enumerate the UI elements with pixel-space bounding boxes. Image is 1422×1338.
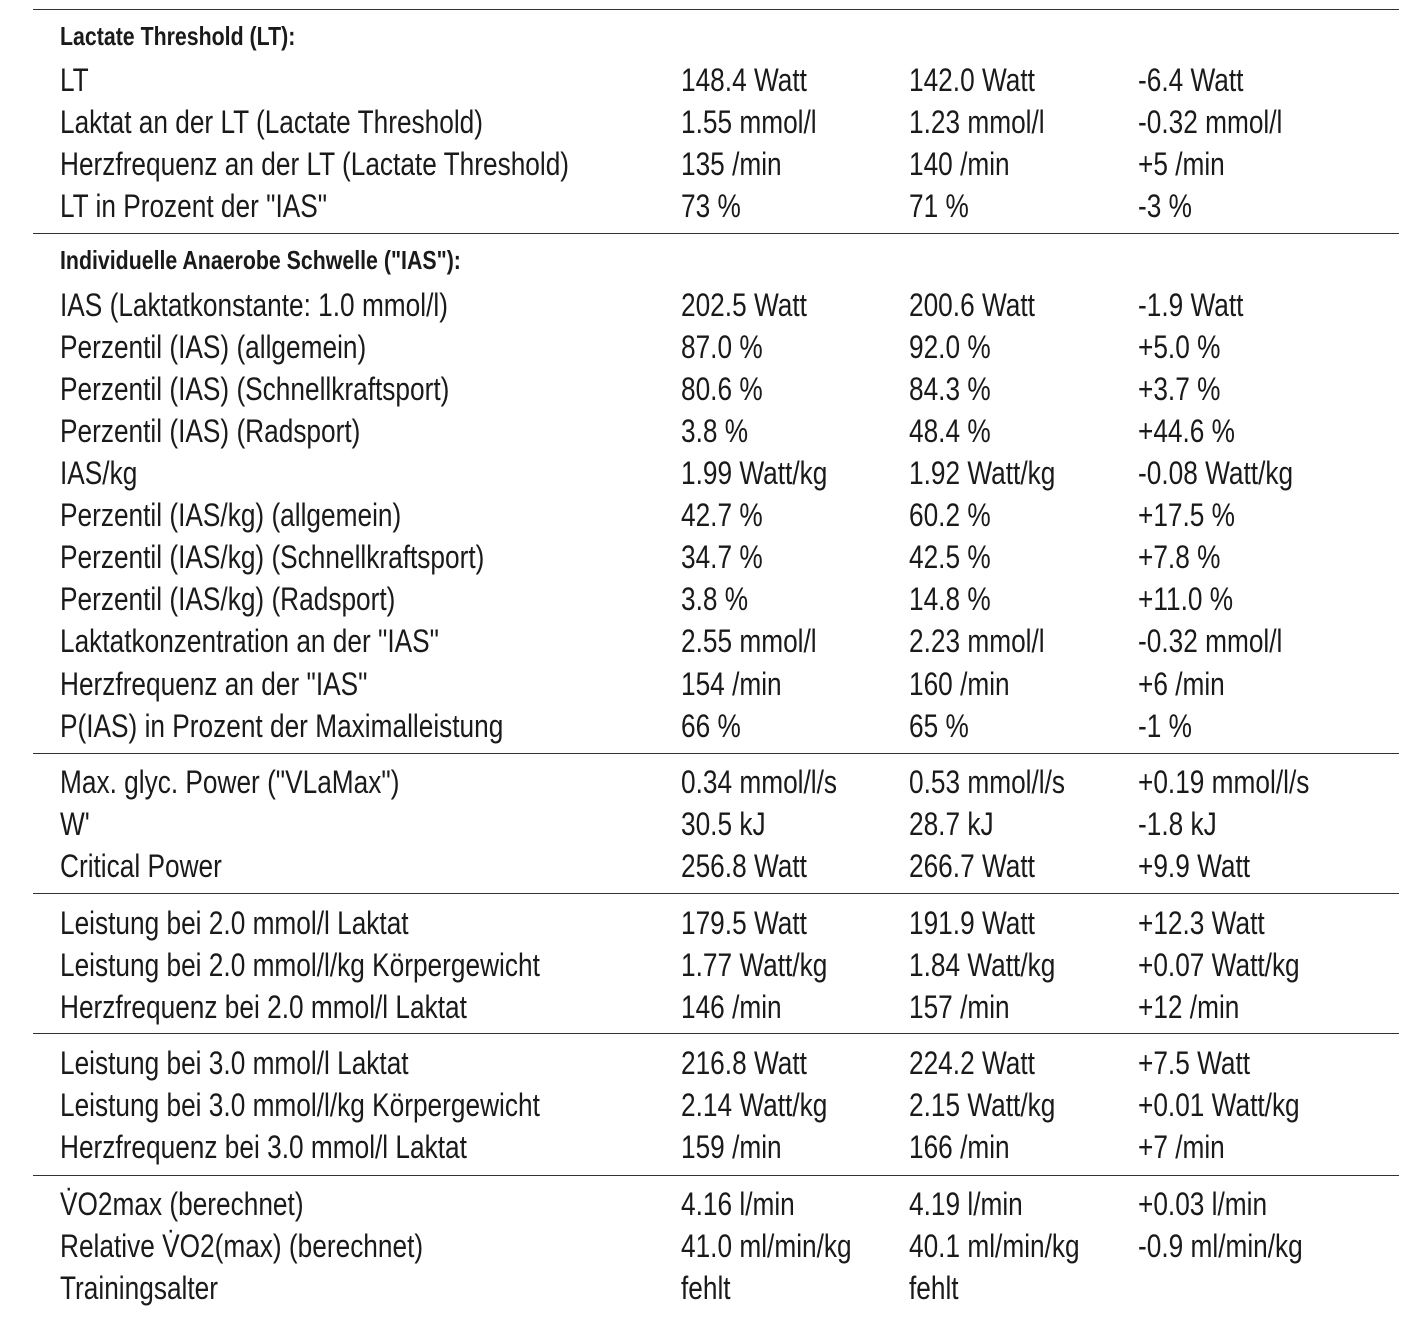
table-row: [0, 1084, 1422, 1126]
section-divider: [33, 1033, 1399, 1034]
value-test-1: 1.77 Watt/kg: [681, 947, 828, 983]
row-label: P(IAS) in Prozent der Maximalleistung: [60, 708, 504, 744]
value-test-2: 140 /min: [909, 146, 1010, 182]
value-test-2: 0.53 mmol/l/s: [909, 764, 1066, 800]
value-difference: +44.6 %: [1138, 413, 1236, 449]
table-row: [0, 452, 1422, 494]
value-test-2: 160 /min: [909, 666, 1010, 702]
table-row: [0, 284, 1422, 326]
row-label: IAS (Laktatkonstante: 1.0 mmol/l): [60, 287, 448, 323]
value-test-2: 142.0 Watt: [909, 62, 1035, 98]
table-row: [0, 494, 1422, 536]
value-test-2: 1.23 mmol/l: [909, 104, 1045, 140]
value-test-1: 216.8 Watt: [681, 1045, 807, 1081]
row-label: Max. glyc. Power ("VLaMax"): [60, 764, 400, 800]
table-row: [0, 705, 1422, 747]
table-row: [0, 1225, 1422, 1267]
value-difference: -1.9 Watt: [1138, 287, 1244, 323]
table-row: [0, 101, 1422, 143]
value-test-2: 166 /min: [909, 1129, 1010, 1165]
value-difference: -1 %: [1138, 708, 1192, 744]
value-difference: -1.8 kJ: [1138, 806, 1217, 842]
value-test-2: 191.9 Watt: [909, 905, 1035, 941]
section-heading-lt: Lactate Threshold (LT):: [60, 21, 296, 51]
section-divider: [33, 1175, 1399, 1176]
value-difference: -6.4 Watt: [1138, 62, 1244, 98]
table-row: [0, 326, 1422, 368]
value-test-2: 1.84 Watt/kg: [909, 947, 1056, 983]
value-test-2: 2.15 Watt/kg: [909, 1087, 1056, 1123]
value-test-1: 159 /min: [681, 1129, 782, 1165]
row-label: LT in Prozent der "IAS": [60, 188, 328, 224]
value-test-1: 146 /min: [681, 989, 782, 1025]
section-divider: [33, 893, 1399, 894]
value-test-2: 157 /min: [909, 989, 1010, 1025]
table-row: [0, 1267, 1422, 1309]
value-difference: +12 /min: [1138, 989, 1240, 1025]
table-row: [0, 1042, 1422, 1084]
row-label: Relative V̇O2(max) (berechnet): [60, 1228, 424, 1264]
value-test-2: 28.7 kJ: [909, 806, 994, 842]
row-label: Perzentil (IAS) (allgemein): [60, 329, 367, 365]
row-label: Critical Power: [60, 848, 222, 884]
value-difference: +7.8 %: [1138, 539, 1221, 575]
value-test-2: 65 %: [909, 708, 969, 744]
value-test-2: 4.19 l/min: [909, 1186, 1023, 1222]
value-difference: -0.32 mmol/l: [1138, 623, 1283, 659]
value-test-2: 224.2 Watt: [909, 1045, 1035, 1081]
section-divider: [33, 233, 1399, 234]
value-test-1: 42.7 %: [681, 497, 763, 533]
value-test-1: 80.6 %: [681, 371, 763, 407]
value-test-2: 42.5 %: [909, 539, 991, 575]
value-test-1: 1.99 Watt/kg: [681, 455, 828, 491]
table-row: [0, 59, 1422, 101]
table-row: [0, 1183, 1422, 1225]
row-label: LT: [60, 62, 89, 98]
row-label: W': [60, 806, 90, 842]
value-difference: +17.5 %: [1138, 497, 1236, 533]
value-test-2: 92.0 %: [909, 329, 991, 365]
value-test-1: 34.7 %: [681, 539, 763, 575]
value-difference: +7 /min: [1138, 1129, 1225, 1165]
table-row: [0, 620, 1422, 662]
row-label: V̇O2max (berechnet): [60, 1186, 304, 1222]
row-label: Perzentil (IAS) (Radsport): [60, 413, 361, 449]
row-label: Herzfrequenz bei 3.0 mmol/l Laktat: [60, 1129, 467, 1165]
row-label: Herzfrequenz bei 2.0 mmol/l Laktat: [60, 989, 467, 1025]
value-test-1: 135 /min: [681, 146, 782, 182]
value-difference: +3.7 %: [1138, 371, 1221, 407]
section-heading-ias: Individuelle Anaerobe Schwelle ("IAS"):: [60, 245, 461, 275]
value-test-1: 1.55 mmol/l: [681, 104, 817, 140]
table-row: [0, 803, 1422, 845]
value-test-2: 48.4 %: [909, 413, 991, 449]
value-test-2: 71 %: [909, 188, 969, 224]
row-label: Perzentil (IAS/kg) (Schnellkraftsport): [60, 539, 485, 575]
row-label: IAS/kg: [60, 455, 138, 491]
value-test-1: 30.5 kJ: [681, 806, 766, 842]
value-test-1: 2.14 Watt/kg: [681, 1087, 828, 1123]
value-test-1: fehlt: [681, 1270, 731, 1306]
value-test-2: 2.23 mmol/l: [909, 623, 1045, 659]
value-test-1: 2.55 mmol/l: [681, 623, 817, 659]
value-test-2: 14.8 %: [909, 581, 991, 617]
section-divider: [33, 9, 1399, 10]
value-test-2: 266.7 Watt: [909, 848, 1035, 884]
row-label: Laktat an der LT (Lactate Threshold): [60, 104, 484, 140]
value-test-1: 41.0 ml/min/kg: [681, 1228, 852, 1264]
row-label: Perzentil (IAS/kg) (Radsport): [60, 581, 396, 617]
value-test-1: 87.0 %: [681, 329, 763, 365]
row-label: Trainingsalter: [60, 1270, 218, 1306]
table-row: [0, 536, 1422, 578]
value-difference: +7.5 Watt: [1138, 1045, 1251, 1081]
table-row: [0, 986, 1422, 1028]
row-label: Leistung bei 3.0 mmol/l/kg Körpergewicht: [60, 1087, 540, 1123]
value-test-1: 4.16 l/min: [681, 1186, 795, 1222]
value-difference: +9.9 Watt: [1138, 848, 1251, 884]
table-row: [0, 410, 1422, 452]
row-label: Herzfrequenz an der LT (Lactate Threshold): [60, 146, 570, 182]
row-label: Perzentil (IAS/kg) (allgemein): [60, 497, 402, 533]
value-difference: -3 %: [1138, 188, 1192, 224]
row-label: Laktatkonzentration an der "IAS": [60, 623, 439, 659]
row-label: Perzentil (IAS) (Schnellkraftsport): [60, 371, 450, 407]
value-test-1: 73 %: [681, 188, 741, 224]
value-difference: +5 /min: [1138, 146, 1225, 182]
table-row: [0, 761, 1422, 803]
value-test-1: 256.8 Watt: [681, 848, 807, 884]
value-difference: +0.19 mmol/l/s: [1138, 764, 1310, 800]
row-label: Leistung bei 2.0 mmol/l/kg Körpergewicht: [60, 947, 540, 983]
value-difference: +6 /min: [1138, 666, 1225, 702]
value-test-1: 3.8 %: [681, 413, 749, 449]
value-difference: +0.07 Watt/kg: [1138, 947, 1300, 983]
table-row: [0, 663, 1422, 705]
value-test-1: 179.5 Watt: [681, 905, 807, 941]
value-test-1: 66 %: [681, 708, 741, 744]
value-test-1: 202.5 Watt: [681, 287, 807, 323]
value-test-2: 200.6 Watt: [909, 287, 1035, 323]
table-row: [0, 944, 1422, 986]
value-test-1: 154 /min: [681, 666, 782, 702]
value-difference: -0.08 Watt/kg: [1138, 455, 1294, 491]
table-row: [0, 143, 1422, 185]
value-test-1: 3.8 %: [681, 581, 749, 617]
value-test-2: 1.92 Watt/kg: [909, 455, 1056, 491]
value-test-2: 60.2 %: [909, 497, 991, 533]
value-test-1: 0.34 mmol/l/s: [681, 764, 838, 800]
row-label: Leistung bei 2.0 mmol/l Laktat: [60, 905, 409, 941]
section-divider: [33, 753, 1399, 754]
table-row: [0, 845, 1422, 887]
table-row: [0, 368, 1422, 410]
value-difference: +0.01 Watt/kg: [1138, 1087, 1300, 1123]
value-difference: +12.3 Watt: [1138, 905, 1265, 941]
value-test-1: 148.4 Watt: [681, 62, 807, 98]
value-difference: +0.03 l/min: [1138, 1186, 1268, 1222]
value-test-2: 40.1 ml/min/kg: [909, 1228, 1080, 1264]
table-row: [0, 902, 1422, 944]
value-test-2: 84.3 %: [909, 371, 991, 407]
row-label: Herzfrequenz an der "IAS": [60, 666, 368, 702]
value-difference: -0.9 ml/min/kg: [1138, 1228, 1303, 1264]
row-label: Leistung bei 3.0 mmol/l Laktat: [60, 1045, 409, 1081]
value-difference: +5.0 %: [1138, 329, 1221, 365]
table-row: [0, 1126, 1422, 1168]
value-test-2: fehlt: [909, 1270, 959, 1306]
value-difference: -0.32 mmol/l: [1138, 104, 1283, 140]
table-row: [0, 578, 1422, 620]
table-row: [0, 185, 1422, 227]
value-difference: +11.0 %: [1138, 581, 1234, 617]
